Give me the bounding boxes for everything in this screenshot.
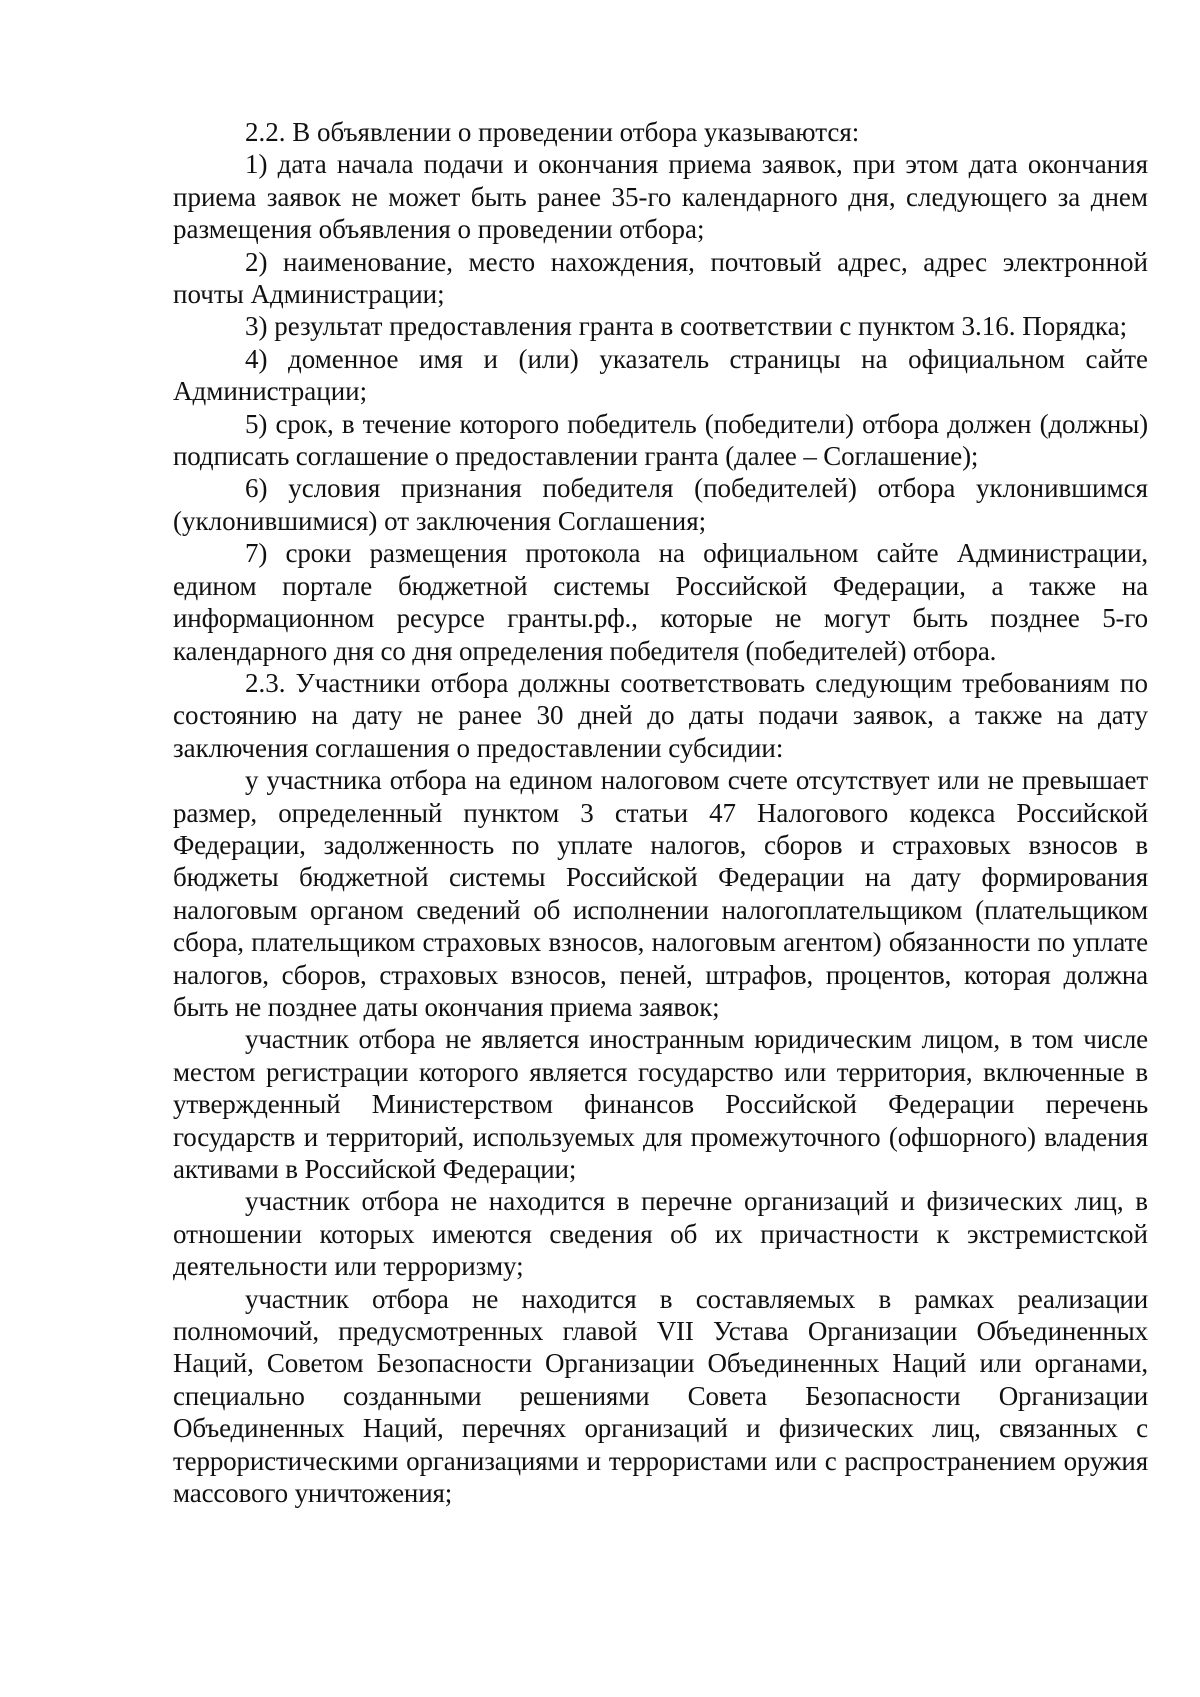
paragraph-2-3-heading: 2.3. Участники отбора должны соответствовать следующим требованиям по состоянию на дату не ранее 30 дней до даты подачи заявок, а также на дату заключения соглашения о предоставлении субсидии: [173, 667, 1148, 763]
paragraph-requirement-not-extremist: участник отбора не находится в перечне организаций и физических лиц, в отношении которых имеются сведения об их причастности к экстремистской деятельности или терроризму; [173, 1186, 1148, 1282]
paragraph-item-2: 2) наименование, место нахождения, почтовый адрес, адрес электронной почты Администрации; [173, 246, 1148, 310]
paragraph-item-1: 1) дата начала подачи и окончания приема заявок, при этом дата окончания приема заявок не может быть ранее 35-го календарного дня, следующего за днем размещения объявления о проведении отбора; [173, 149, 1148, 245]
paragraph-requirement-tax-debt: у участника отбора на едином налоговом счете отсутствует или не превышает размер, определенный пунктом 3 статьи 47 Налогового кодекса Российской Федерации, задолженность по уплате налогов, сборов и страховых взносов в бюджеты бюджетной системы Российской Федерации на дату формирования налоговым органом сведений об исполнении налогоплательщиком (плательщиком сбора, плательщиком страховых взносов, налоговым агентом) обязанности по уплате налогов, сборов, страховых взносов, пеней, штрафов, процентов, которая должна быть не позднее даты окончания приема заявок; [173, 765, 1148, 1022]
paragraph-item-5: 5) срок, в течение которого победитель (победители) отбора должен (должны) подписать соглашение о предоставлении гранта (далее – Соглашение); [173, 408, 1148, 472]
paragraph-item-3: 3) результат предоставления гранта в соответствии с пунктом 3.16. Порядка; [245, 311, 1128, 342]
document-body [173, 116, 1148, 1509]
paragraph-requirement-not-foreign: участник отбора не является иностранным юридическим лицом, в том числе местом регистрации которого является государство или территория, включенные в утвержденный Министерством финансов Российской Федерации перечень государств и территорий, используемых для промежуточного (офшорного) владения активами в Российской Федерации; [173, 1024, 1148, 1184]
paragraph-item-7: 7) сроки размещения протокола на официальном сайте Администрации, едином портале бюджетной системы Российской Федерации, а также на информационном ресурсе гранты.рф., которые не могут быть позднее 5-го календарного дня со дня определения победителя (победителей) отбора. [173, 538, 1148, 666]
paragraph-item-6: 6) условия признания победителя (победителей) отбора уклонившимся (уклонившимися) от заключения Соглашения; [173, 473, 1148, 536]
paragraph-requirement-not-terrorist: участник отбора не находится в составляемых в рамках реализации полномочий, предусмотренных главой VII Устава Организации Объединенных Наций, Советом Безопасности Организации Объединенных Наций или органами, специально созданными решениями Совета Безопасности Организации Объединенных Наций, перечнях организаций и физических лиц, связанных с террористическими организациями и террористами или с распространением оружия массового уничтожения; [173, 1283, 1148, 1509]
paragraph-item-4: 4) доменное имя и (или) указатель страницы на официальном сайте Администрации; [173, 343, 1148, 407]
paragraph-2-2-heading: 2.2. В объявлении о проведении отбора указываются: [245, 117, 860, 147]
